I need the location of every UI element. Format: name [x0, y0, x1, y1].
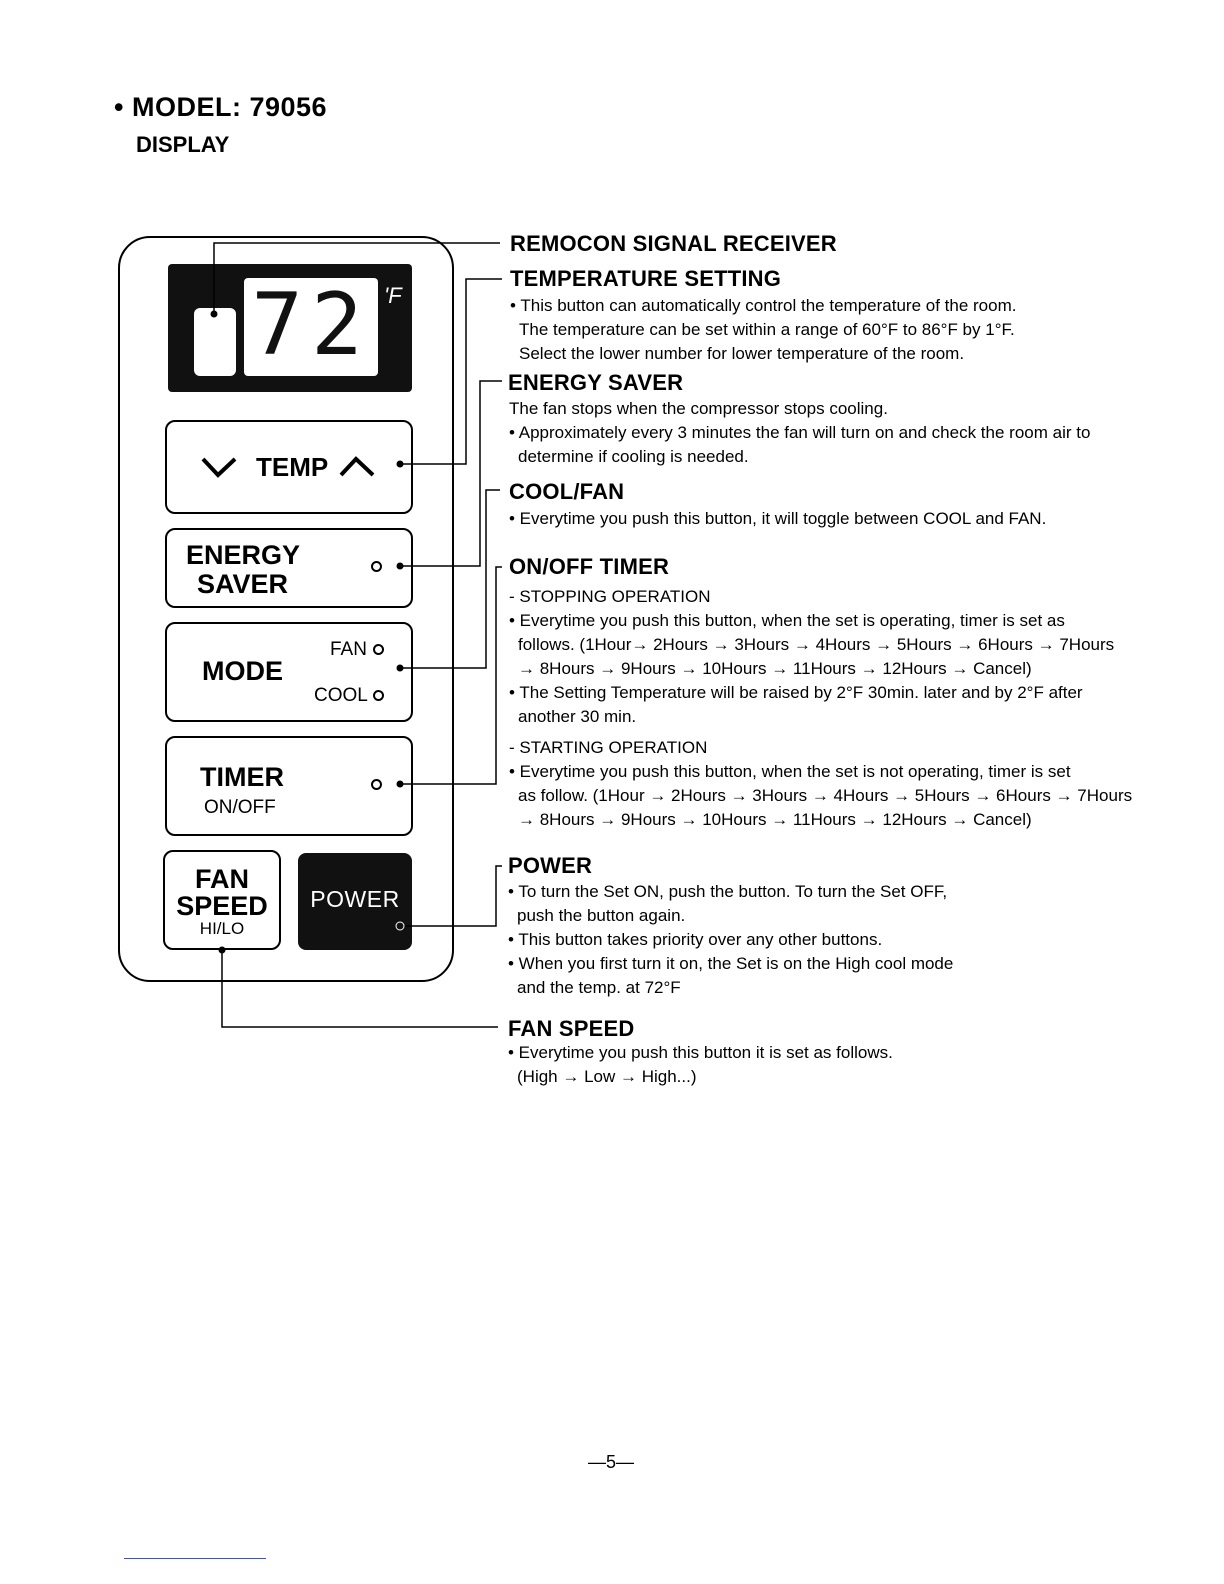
fan-speed-text: • Everytime you push this button it is set as follows. (High → Low → High...) [508, 1043, 893, 1086]
power-heading: POWER [508, 853, 593, 878]
timer-heading: ON/OFF TIMER [509, 554, 670, 579]
cool-fan-heading: COOL/FAN [509, 479, 625, 504]
mode-label: MODE [202, 656, 283, 686]
power-label: POWER [310, 886, 400, 912]
energy-label-line1: ENERGY [186, 540, 301, 570]
section-subtitle: DISPLAY [136, 132, 230, 157]
timer-indicator [371, 779, 382, 790]
energy-label-line2: SAVER [197, 569, 289, 599]
timer-label: TIMER [200, 762, 284, 792]
mode-cool-label: COOL [314, 685, 368, 706]
power-text: • To turn the Set ON, push the button. To turn the Set OFF, push the button again. • This button takes priority over any other buttons. • When you first turn it on, the Set is on the High cool mode and the temp. at 72°F [508, 882, 954, 997]
energy-saver-heading: ENERGY SAVER [508, 370, 684, 395]
chevron-down-icon[interactable] [200, 455, 240, 479]
chevron-up-icon[interactable] [338, 455, 378, 479]
timer-stopping-text: - STOPPING OPERATION • Everytime you push this button, when the set is operating, timer is set as follows. (1Hour→ 2Hours → 3Hours → 4Hours → 5Hours → 6Hours → 7Hours → 8Hours → 9Hours → 10Hours → 11Hours → 12Hours → Cancel) • The Setting Temperature will be raised by 2°F 30min. later and by 2°F after another 30 min. [509, 587, 1115, 726]
page-number: —5— [588, 1452, 635, 1472]
remocon-heading: REMOCON SIGNAL RECEIVER [510, 231, 837, 256]
timer-sublabel: ON/OFF [204, 797, 276, 818]
temperature-unit: 'F [384, 283, 402, 308]
fan-label-line1: FAN [195, 864, 249, 894]
timer-starting-text: - STARTING OPERATION • Everytime you push this button, when the set is not operating, timer is set as follow. (1Hour → 2Hours → 3Hours → 4Hours → 5Hours → 6Hours → 7Hours → 8Hours → 9Hours → 10Hours → 11Hours → 12Hours → Cancel) [509, 738, 1133, 829]
mode-fan-indicator [373, 644, 384, 655]
mode-fan-label: FAN [330, 639, 367, 660]
energy-saver-text: The fan stops when the compressor stops cooling. • Approximately every 3 minutes the fan will turn on and check the room air to determine if cooling is needed. [509, 399, 1091, 466]
fan-speed-heading: FAN SPEED [508, 1016, 635, 1041]
footer-divider [124, 1558, 266, 1559]
energy-saver-indicator [371, 561, 382, 572]
temperature-setting-heading: TEMPERATURE SETTING [510, 266, 782, 291]
model-title: • MODEL: 79056 [114, 92, 328, 122]
temperature-digits: 72 [251, 275, 371, 375]
mode-cool-indicator [373, 690, 384, 701]
temperature-setting-text: • This button can automatically control the temperature of the room. The temperature can be set within a range of 60°F to 86°F by 1°F. Select the lower number for lower temperature of the room. [510, 296, 1017, 363]
remocon-receiver-window [194, 308, 236, 376]
temp-label: TEMP [256, 452, 329, 482]
cool-fan-text: • Everytime you push this button, it will toggle between COOL and FAN. [509, 509, 1047, 528]
fan-sublabel: HI/LO [199, 919, 245, 938]
fan-label-line2: SPEED [176, 891, 268, 921]
